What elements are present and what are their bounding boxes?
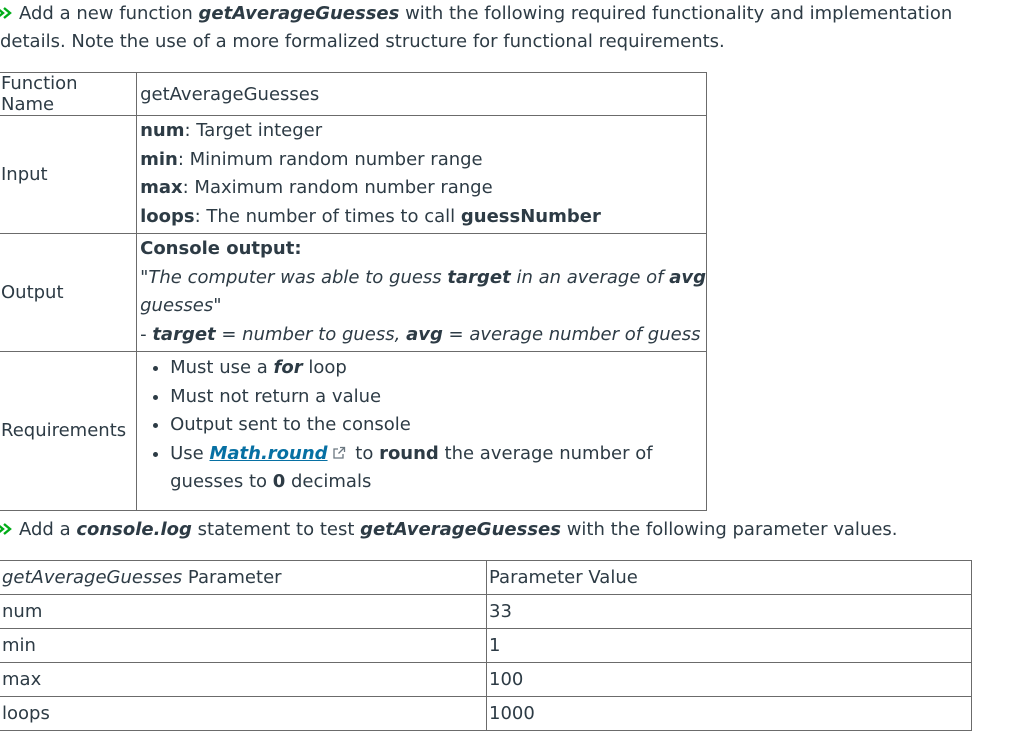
double-arrow-icon xyxy=(0,522,14,536)
input-min: min: Minimum random number range xyxy=(140,148,483,170)
output-message-cont: guesses" xyxy=(140,295,222,316)
function-name-value: getAverageGuesses xyxy=(137,73,707,116)
table-row xyxy=(0,663,972,697)
input-num: num: Target integer xyxy=(140,120,323,141)
function-name-label: Function Name xyxy=(0,73,137,116)
param-name: min xyxy=(0,629,487,663)
intro-paragraph: Add a new function getAverageGuesses with the following required functionality and implementation details. Note the use of a more formalized structure for functional requirements. xyxy=(0,0,1010,56)
spec-table xyxy=(0,72,707,511)
double-arrow-icon xyxy=(0,6,14,20)
output-legend: - target = number to guess, avg = average number of guess xyxy=(140,323,701,345)
table-row xyxy=(0,116,707,234)
input-loops: loops: The number of times to call guessNumber xyxy=(140,205,601,227)
param-value: 33 xyxy=(487,595,972,629)
output-cell xyxy=(137,234,707,352)
requirements-list xyxy=(140,354,706,497)
output-label: Output xyxy=(0,234,137,352)
function-name: getAverageGuesses xyxy=(198,3,400,24)
param-value: 100 xyxy=(487,663,972,697)
external-link-icon[interactable] xyxy=(332,446,346,460)
output-heading: Console output: xyxy=(140,238,302,259)
input-cell xyxy=(137,116,707,234)
param-value: 1000 xyxy=(487,697,972,731)
input-max: max: Maximum random number range xyxy=(140,177,493,198)
test-instruction: Add a console.log statement to test getAverageGuesses with the following parameter values. xyxy=(0,516,1010,544)
param-name: max xyxy=(0,663,487,697)
param-name: loops xyxy=(0,697,487,731)
list-item: • Output sent to the console xyxy=(170,411,706,440)
parameter-table xyxy=(0,560,972,731)
output-message: "The computer was able to guess target in an average of avg xyxy=(140,266,706,288)
table-row xyxy=(0,697,972,731)
requirements-label: Requirements xyxy=(0,352,137,511)
param-value: 1 xyxy=(487,629,972,663)
table-row xyxy=(0,234,707,352)
list-item: • Use Math.round to round the average number of guesses to 0 decimals xyxy=(170,440,706,497)
table-row xyxy=(0,595,972,629)
requirements-cell xyxy=(137,352,707,511)
table-row xyxy=(0,352,707,511)
math-round-link[interactable]: Math.round xyxy=(209,442,328,464)
param-name: num xyxy=(0,595,487,629)
table-header-row xyxy=(0,561,972,595)
list-item: • Must use a for loop xyxy=(170,354,706,383)
header-value: Parameter Value xyxy=(487,561,972,595)
list-item: • Must not return a value xyxy=(170,383,706,412)
input-label: Input xyxy=(0,116,137,234)
table-row xyxy=(0,73,707,116)
table-row xyxy=(0,629,972,663)
header-parameter: getAverageGuesses Parameter xyxy=(0,561,487,595)
